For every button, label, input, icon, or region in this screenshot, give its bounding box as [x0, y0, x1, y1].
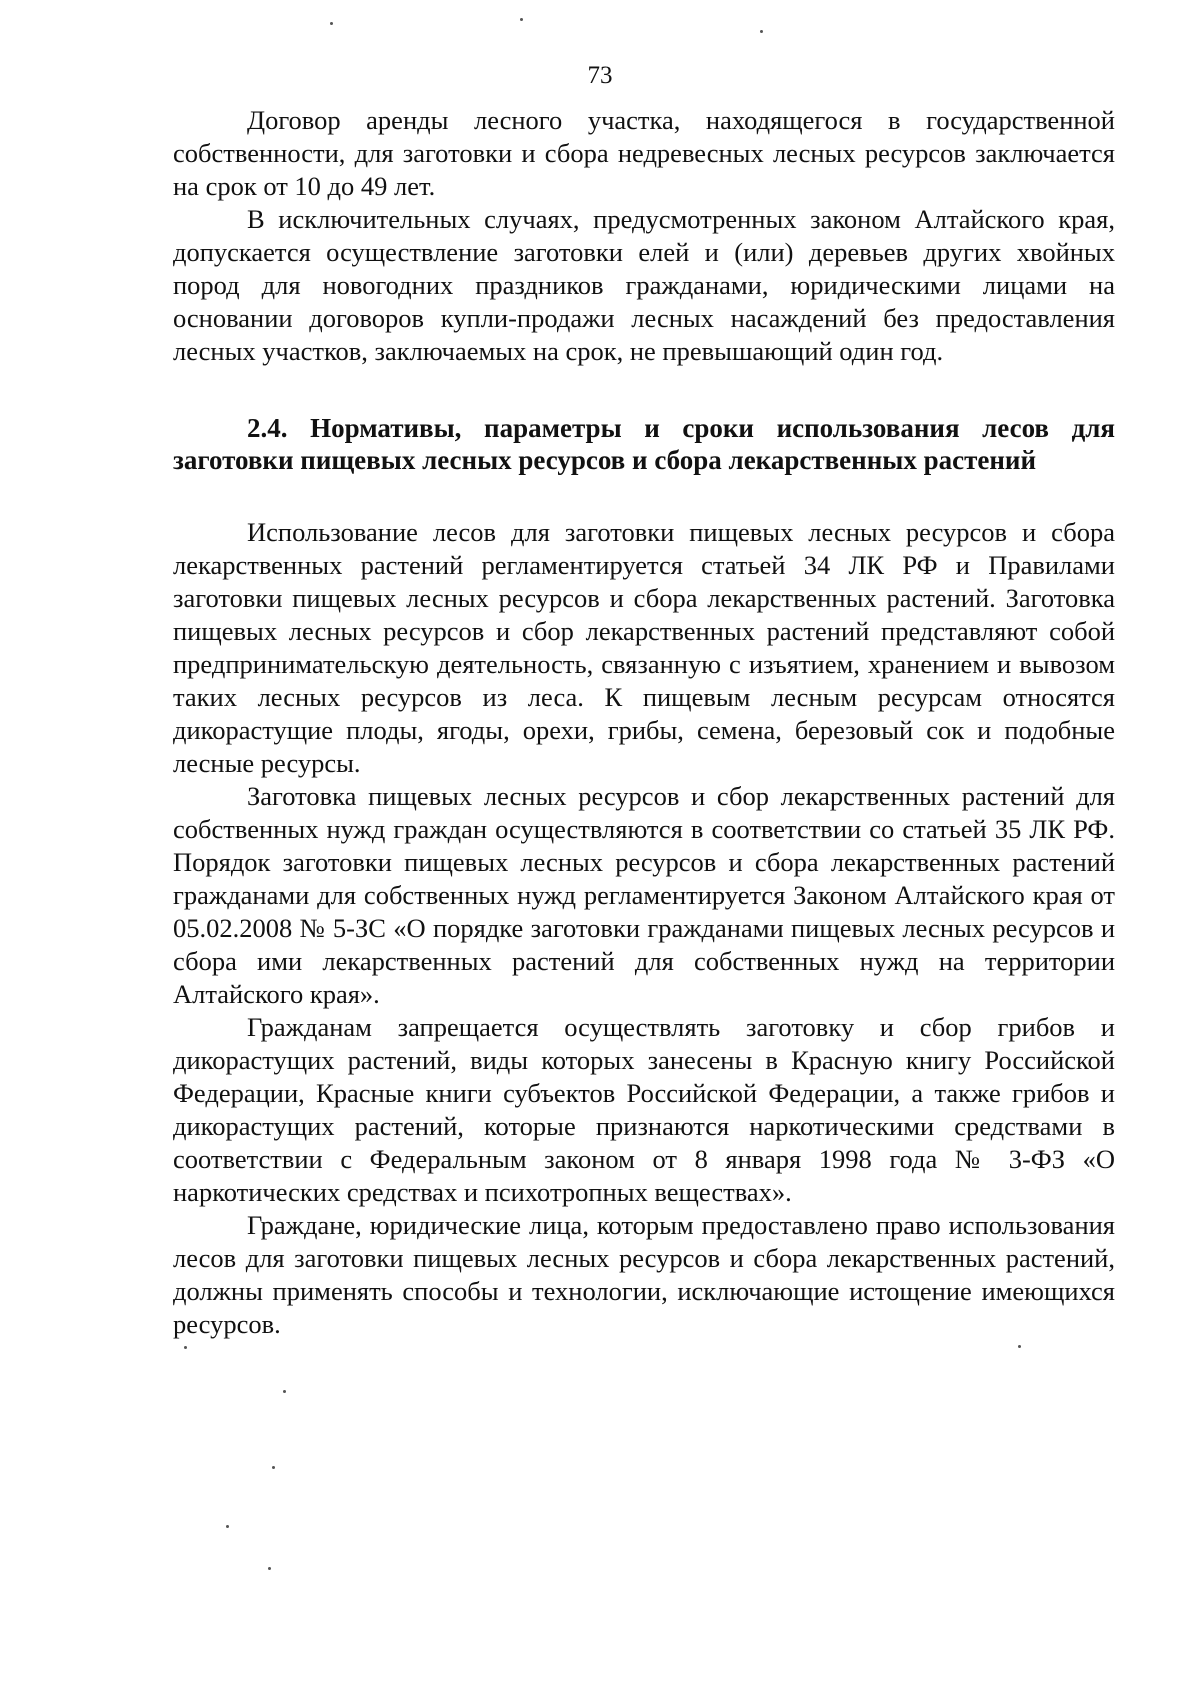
scan-speck [283, 1390, 286, 1393]
section-heading: 2.4. Нормативы, параметры и сроки использования лесов для заготовки пищевых лесных ресурсов и сбора лекарственных растений [173, 413, 1115, 475]
paragraph-prohibition: Гражданам запрещается осуществлять заготовку и сбор грибов и дикорастущих растений, виды которых занесены в Красную книгу Российской Федерации, Красные книги субъектов Российской Федерации, а также грибов и дикорастущих растений, которые признаются наркотическими средствами в соответствии с Федеральным законом от 8 января 1998 года № 3-ФЗ «О наркотических средствах и психотропных веществах». [173, 1012, 1115, 1207]
page-number: 73 [587, 62, 613, 89]
paragraph-lease-term: Договор аренды лесного участка, находящегося в государственной собственности, для заготовки и сбора недревесных лесных ресурсов заключается на срок от 10 до 49 лет. [173, 105, 1115, 201]
document-body [173, 104, 1115, 1341]
scan-speck [760, 30, 763, 33]
scan-speck [184, 1346, 187, 1349]
paragraph-own-needs: Заготовка пищевых лесных ресурсов и сбор лекарственных растений для собственных нужд граждан осуществляются в соответствии со статьей 35 ЛК РФ. Порядок заготовки пищевых лесных ресурсов и сбора лекарственных растений гражданами для собственных нужд регламентируется Законом Алтайского края от 05.02.2008 № 5-ЗС «О порядке заготовки гражданами пищевых лесных ресурсов и сбора ими лекарственных растений для собственных нужд на территории Алтайского края». [173, 781, 1115, 1009]
paragraph-technologies: Граждане, юридические лица, которым предоставлено право использования лесов для заготовки пищевых лесных ресурсов и сбора лекарственных растений, должны применять способы и технологии, исключающие истощение имеющихся ресурсов. [173, 1210, 1115, 1339]
scan-speck [272, 1466, 275, 1469]
scan-speck [1018, 1345, 1021, 1348]
scan-speck [268, 1567, 271, 1570]
paragraph-forest-use: Использование лесов для заготовки пищевых лесных ресурсов и сбора лекарственных растений регламентируется статьей 34 ЛК РФ и Правилами заготовки пищевых лесных ресурсов и сбора лекарственных растений. Заготовка пищевых лесных ресурсов и сбор лекарственных растений представляют собой предпринимательскую деятельность, связанную с изъятием, хранением и вывозом таких лесных ресурсов из леса. К пищевым лесным ресурсам относятся дикорастущие плоды, ягоды, орехи, грибы, семена, березовый сок и подобные лесные ресурсы. [173, 517, 1115, 778]
scan-speck [520, 18, 523, 21]
scan-speck [226, 1525, 229, 1528]
paragraph-exceptional-cases: В исключительных случаях, предусмотренных законом Алтайского края, допускается осуществление заготовки елей и (или) деревьев других хвойных пород для новогодних праздников гражданами, юридическими лицами на основании договоров купли-продажи лесных насаждений без предоставления лесных участков, заключаемых на срок, не превышающий один год. [173, 204, 1115, 366]
scan-speck [330, 22, 333, 25]
